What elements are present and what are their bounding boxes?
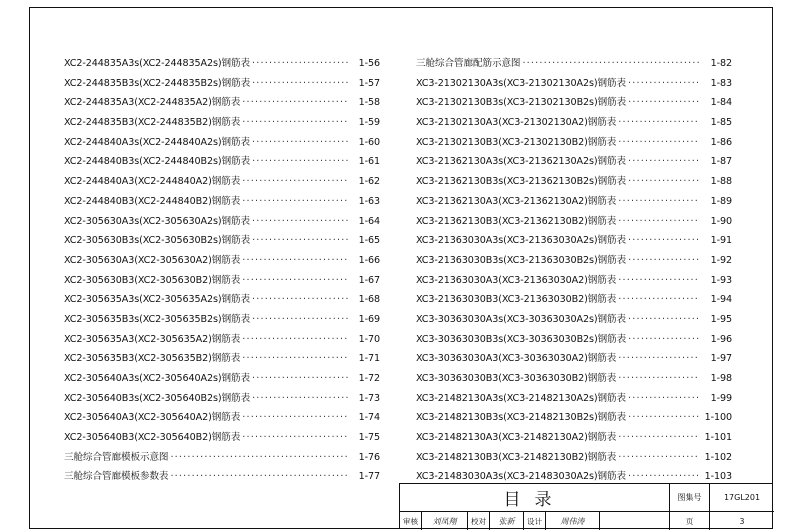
toc-entry	[64, 272, 380, 292]
toc-entry-page: 1-58	[358, 97, 380, 109]
toc-leader-dots	[618, 137, 700, 148]
toc-entry-title: XC2-305635A3(XC2-305635A2)钢筋表	[64, 333, 241, 345]
review-label: 审核	[400, 512, 422, 530]
toc-entry-title: XC3-21362130B3s(XC3-21362130B2s)钢筋表	[416, 176, 627, 188]
toc-leader-dots	[618, 216, 700, 227]
toc-right-column	[416, 55, 732, 488]
toc-entry-page: 1-74	[358, 412, 380, 424]
toc-entry-page: 1-67	[358, 274, 380, 286]
toc-entry-page: 1-96	[710, 333, 732, 345]
toc-entry-page: 1-89	[710, 195, 732, 207]
toc-entry-title: XC3-21482130B3(XC3-21482130B2)钢筋表	[416, 451, 617, 463]
toc-leader-dots	[522, 58, 700, 69]
toc-entry-title: XC3-30363030B3s(XC3-30363030B2s)钢筋表	[416, 333, 627, 345]
atlas-number: 17GL201	[710, 484, 774, 512]
toc-entry-page: 1-95	[710, 313, 732, 325]
toc-entry	[64, 311, 380, 331]
toc-entry-title: XC2-305640A3(XC2-305640A2)钢筋表	[64, 412, 241, 424]
toc-entry-page: 1-90	[710, 215, 732, 227]
toc-entry-title: XC3-21363030A3s(XC3-21363030A2s)钢筋表	[416, 235, 627, 247]
title-block	[399, 483, 773, 529]
design-label: 设计	[524, 512, 546, 530]
toc-entry	[416, 75, 732, 95]
toc-entry-page: 1-94	[710, 294, 732, 306]
toc-entry-title: XC2-305640A3s(XC2-305640A2s)钢筋表	[64, 373, 251, 384]
toc-entry	[416, 153, 732, 173]
check-signature: 张新	[490, 512, 524, 530]
toc-leader-dots	[628, 255, 700, 266]
toc-entry-title: XC2-305640B3s(XC2-305640B2s)钢筋表	[64, 392, 251, 404]
toc-leader-dots	[628, 97, 700, 108]
toc-leader-dots	[628, 314, 700, 325]
toc-entry-page: 1-72	[358, 373, 380, 384]
toc-entry-title: XC3-21362130A3s(XC3-21362130A2s)钢筋表	[416, 156, 627, 168]
toc-entry-page: 1-101	[704, 432, 732, 444]
toc-entry-title: XC3-21302130A3s(XC3-21302130A2s)钢筋表	[416, 77, 627, 89]
toc-entry-page: 1-76	[358, 451, 380, 463]
toc-entry	[416, 252, 732, 272]
toc-entry-title: XC2-244835B3s(XC2-244835B2s)钢筋表	[64, 77, 251, 89]
toc-entry-title: XC3-21363030A3(XC3-21363030A2)钢筋表	[416, 274, 617, 286]
toc-entry-page: 1-66	[358, 254, 380, 266]
toc-entry	[416, 311, 732, 331]
toc-entry-title: XC2-305630B3(XC2-305630B2)钢筋表	[64, 274, 241, 286]
toc-entry-page: 1-65	[358, 235, 380, 247]
toc-entry-title: XC2-305630A3s(XC2-305630A2s)钢筋表	[64, 215, 251, 227]
toc-entry-title: XC3-21482130B3s(XC3-21482130B2s)钢筋表	[416, 412, 627, 424]
toc-leader-dots	[242, 196, 348, 207]
toc-leader-dots	[252, 235, 348, 246]
page-label: 页	[670, 512, 710, 530]
toc-entry	[416, 390, 732, 410]
review-signature: 刘凤翔	[422, 512, 468, 530]
toc-entry-title: XC3-21482130A3(XC3-21482130A2)钢筋表	[416, 432, 617, 444]
toc-entry-page: 1-83	[710, 77, 732, 89]
toc-entry-page: 1-62	[358, 176, 380, 188]
toc-leader-dots	[242, 255, 348, 266]
toc-entry-page: 1-100	[704, 412, 732, 424]
toc-entry-title: XC3-21363030B3(XC3-21363030B2)钢筋表	[416, 294, 617, 306]
toc-leader-dots	[242, 97, 348, 108]
toc-leader-dots	[252, 137, 348, 148]
toc-entry-title: XC3-21483030A3s(XC3-21483030A2s)钢筋表	[416, 471, 627, 483]
toc-entry-title: 三舱综合管廊模板示意图	[64, 451, 169, 463]
toc-entry-page: 1-77	[358, 471, 380, 483]
toc-entry-page: 1-60	[358, 136, 380, 148]
toc-entry	[64, 350, 380, 370]
toc-entry	[416, 232, 732, 252]
toc-entry	[64, 331, 380, 351]
toc-entry-title: XC3-30363030A3s(XC3-30363030A2s)钢筋表	[416, 313, 627, 325]
toc-leader-dots	[628, 235, 700, 246]
toc-leader-dots	[252, 373, 348, 384]
toc-leader-dots	[242, 176, 348, 187]
toc-entry-title: XC2-244840B3(XC2-244840B2)钢筋表	[64, 195, 241, 207]
toc-entry-page: 1-75	[358, 432, 380, 444]
toc-entry	[64, 75, 380, 95]
toc-leader-dots	[618, 196, 700, 207]
toc-entry-title: XC2-244840A3s(XC2-244840A2s)钢筋表	[64, 136, 251, 148]
toc-entry-page: 1-56	[358, 58, 380, 69]
toc-entry-title: XC3-21362130A3(XC3-21362130A2)钢筋表	[416, 195, 617, 207]
toc-entry-page: 1-99	[710, 392, 732, 404]
toc-leader-dots	[628, 156, 700, 167]
toc-entry	[64, 173, 380, 193]
toc-entry-page: 1-102	[704, 451, 732, 463]
toc-entry-page: 1-91	[710, 235, 732, 247]
toc-entry	[64, 468, 380, 488]
toc-leader-dots	[628, 176, 700, 187]
toc-entry	[416, 370, 732, 390]
toc-leader-dots	[252, 58, 348, 69]
toc-entry-page: 1-85	[710, 117, 732, 129]
toc-entry	[416, 350, 732, 370]
toc-entry-page: 1-97	[710, 353, 732, 365]
toc-entry	[416, 114, 732, 134]
toc-entry-title: XC2-305630B3s(XC2-305630B2s)钢筋表	[64, 235, 251, 247]
toc-entry	[64, 153, 380, 173]
toc-entry-title: XC3-21363030B3s(XC3-21363030B2s)钢筋表	[416, 254, 627, 266]
toc-leader-dots	[618, 117, 700, 128]
toc-entry	[416, 331, 732, 351]
toc-entry-page: 1-64	[358, 215, 380, 227]
toc-entry-title: 三舱综合管廊配筋示意图	[416, 58, 521, 69]
toc-entry-title: XC2-244835B3(XC2-244835B2)钢筋表	[64, 117, 241, 129]
toc-entry	[64, 55, 380, 75]
toc-leader-dots	[628, 78, 700, 89]
toc-entry-page: 1-86	[710, 136, 732, 148]
toc-entry	[416, 94, 732, 114]
toc-entry	[64, 370, 380, 390]
toc-entry-title: XC2-305635A3s(XC2-305635A2s)钢筋表	[64, 294, 251, 306]
toc-leader-dots	[628, 471, 700, 482]
toc-entry	[416, 55, 732, 75]
toc-entry-page: 1-59	[358, 117, 380, 129]
toc-leader-dots	[242, 117, 348, 128]
toc-leader-dots	[628, 412, 700, 423]
toc-leader-dots	[242, 334, 348, 345]
toc-entry-page: 1-70	[358, 333, 380, 345]
toc-leader-dots	[242, 353, 348, 364]
toc-entry-title: XC3-21482130A3s(XC3-21482130A2s)钢筋表	[416, 392, 627, 404]
toc-entry	[416, 213, 732, 233]
toc-leader-dots	[618, 432, 700, 443]
toc-entry	[416, 134, 732, 154]
toc-left-column	[64, 55, 380, 488]
toc-entry-page: 1-73	[358, 392, 380, 404]
toc-leader-dots	[618, 294, 700, 305]
toc-leader-dots	[252, 314, 348, 325]
toc-entry-title: XC3-21302130B3s(XC3-21302130B2s)钢筋表	[416, 97, 627, 109]
toc-entry	[64, 449, 380, 469]
toc-entry	[64, 114, 380, 134]
toc-leader-dots	[252, 156, 348, 167]
toc-leader-dots	[242, 432, 348, 443]
atlas-number-label: 图集号	[670, 484, 710, 512]
toc-entry-page: 1-84	[710, 97, 732, 109]
toc-entry	[64, 193, 380, 213]
toc-entry	[416, 449, 732, 469]
toc-entry-page: 1-69	[358, 313, 380, 325]
toc-leader-dots	[170, 471, 348, 482]
toc-entry-page: 1-57	[358, 77, 380, 89]
signature-blank	[600, 512, 670, 530]
toc-leader-dots	[252, 78, 348, 89]
toc-entry	[416, 429, 732, 449]
toc-leader-dots	[252, 294, 348, 305]
toc-leader-dots	[628, 334, 700, 345]
toc-leader-dots	[628, 393, 700, 404]
toc-leader-dots	[242, 412, 348, 423]
toc-entry-page: 1-87	[710, 156, 732, 168]
toc-entry-title: XC2-305640B3(XC2-305640B2)钢筋表	[64, 432, 241, 444]
toc-entry-page: 1-92	[710, 254, 732, 266]
toc-entry-page: 1-68	[358, 294, 380, 306]
toc-entry-title: XC3-21362130B3(XC3-21362130B2)钢筋表	[416, 215, 617, 227]
toc-entry-title: XC2-244835A3s(XC2-244835A2s)钢筋表	[64, 58, 251, 69]
toc-leader-dots	[618, 353, 700, 364]
toc-entry	[64, 94, 380, 114]
toc-entry	[64, 134, 380, 154]
toc-entry	[416, 173, 732, 193]
toc-entry-page: 1-103	[704, 471, 732, 483]
toc-entry-title: XC2-244835A3(XC2-244835A2)钢筋表	[64, 97, 241, 109]
toc-leader-dots	[252, 216, 348, 227]
toc-entry	[416, 291, 732, 311]
toc-entry	[64, 291, 380, 311]
toc-entry	[416, 272, 732, 292]
toc-entry-title: XC2-244840B3s(XC2-244840B2s)钢筋表	[64, 156, 251, 168]
toc-entry-title: XC2-305635B3(XC2-305635B2)钢筋表	[64, 353, 241, 365]
toc-leader-dots	[618, 275, 700, 286]
toc-entry-title: XC2-244840A3(XC2-244840A2)钢筋表	[64, 176, 241, 188]
design-signature: 周伟涛	[546, 512, 600, 530]
toc-entry-title: XC3-30363030B3(XC3-30363030B2)钢筋表	[416, 373, 617, 384]
toc-entry-page: 1-88	[710, 176, 732, 188]
toc-leader-dots	[618, 373, 700, 384]
toc-entry-title: XC2-305630A3(XC2-305630A2)钢筋表	[64, 254, 241, 266]
toc-entry	[64, 390, 380, 410]
toc-entry	[64, 409, 380, 429]
toc-entry-page: 1-93	[710, 274, 732, 286]
toc-entry	[64, 213, 380, 233]
page-number: 3	[739, 516, 745, 526]
toc-entry	[64, 429, 380, 449]
toc-entry-page: 1-98	[710, 373, 732, 384]
toc-entry-title: XC3-21302130B3(XC3-21302130B2)钢筋表	[416, 136, 617, 148]
toc-entry-page: 1-82	[710, 58, 732, 69]
toc-leader-dots	[170, 452, 348, 463]
toc-entry	[416, 193, 732, 213]
toc-entry-title: XC3-30363030A3(XC3-30363030A2)钢筋表	[416, 353, 617, 365]
sheet-title: 目录	[400, 484, 670, 512]
signature-row	[400, 512, 774, 530]
toc-leader-dots	[242, 275, 348, 286]
toc-entry-title: XC2-305635B3s(XC2-305635B2s)钢筋表	[64, 313, 251, 325]
toc-entry-title: 三舱综合管廊模板参数表	[64, 471, 169, 483]
toc-entry	[416, 409, 732, 429]
toc-entry-page: 1-71	[358, 353, 380, 365]
check-label: 校对	[468, 512, 490, 530]
toc-leader-dots	[618, 452, 700, 463]
toc-entry	[64, 232, 380, 252]
toc-entry	[64, 252, 380, 272]
toc-entry-page: 1-63	[358, 195, 380, 207]
toc-leader-dots	[252, 393, 348, 404]
toc-entry-page: 1-61	[358, 156, 380, 168]
toc-entry-title: XC3-21302130A3(XC3-21302130A2)钢筋表	[416, 117, 617, 129]
